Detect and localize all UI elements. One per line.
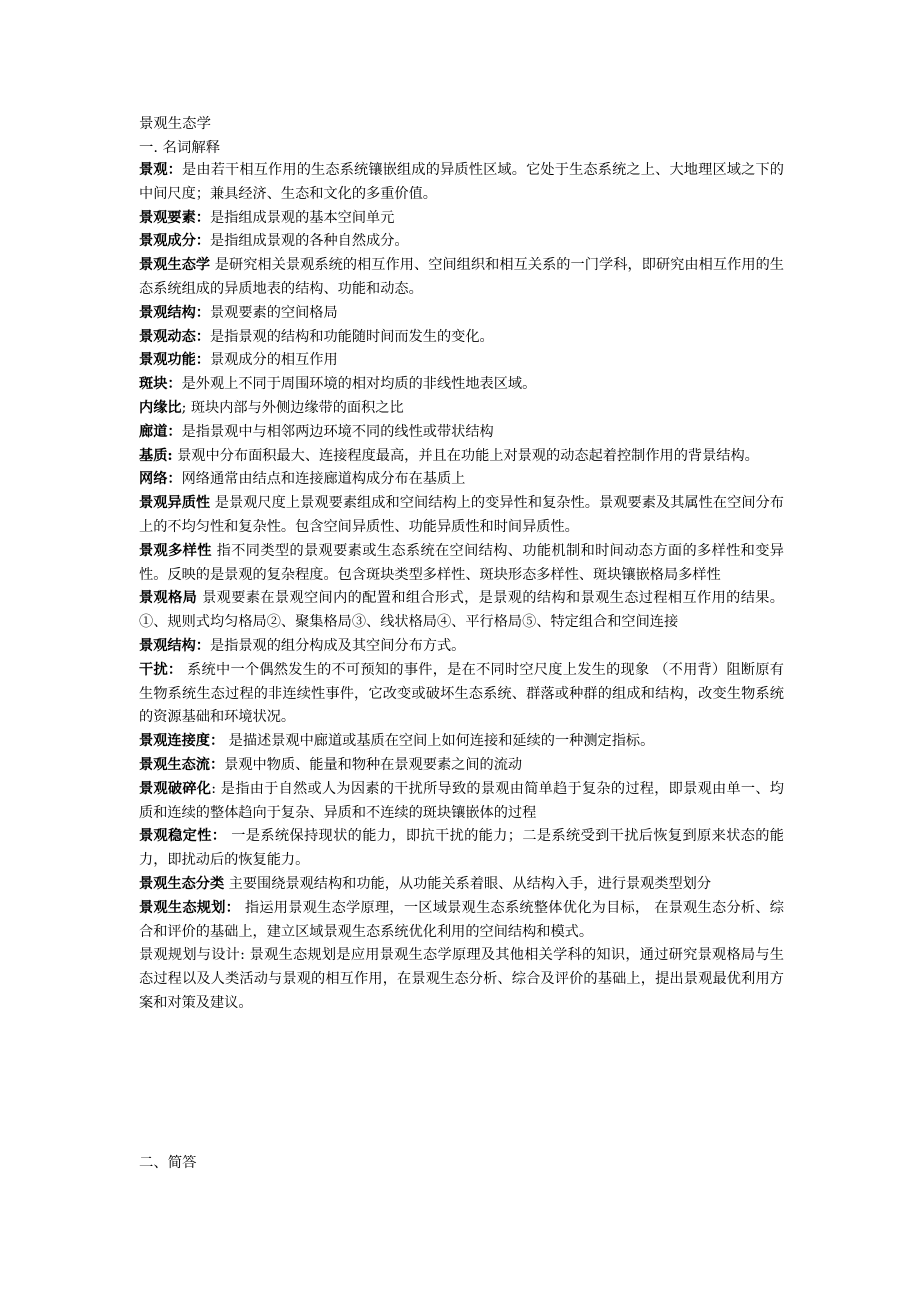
definition-entry — [139, 254, 784, 302]
definition-entry — [139, 445, 784, 469]
definition-text: 是外观上不同于周围环境的相对均质的非线性地表区域。 — [181, 376, 537, 393]
definition-term: 景观动态： — [139, 328, 210, 345]
definition-entry — [139, 873, 784, 897]
definition-text: 一是系统保持现状的能力，即抗干扰的能力；二是系统受到干扰后恢复到原来状态的能力，即扰动后的恢复能力。 — [139, 828, 784, 869]
definition-text: 是描述景观中廊道或基质在空间上如何连接和延续的一种测定指标。 — [224, 733, 655, 750]
definition-term: 网络： — [139, 471, 182, 488]
definition-entry — [139, 492, 784, 540]
definition-term: 景观结构： — [139, 637, 210, 654]
definition-text: 网络通常由结点和连接廊道构成分布在基质上 — [181, 471, 466, 488]
definition-text: 是指景观的组分构成及其空间分布方式。 — [209, 637, 466, 654]
definition-list — [139, 159, 784, 1016]
definition-term: 景观格局 — [139, 590, 198, 607]
definition-entry — [139, 349, 784, 373]
definition-text: 是由若干相互作用的生态系统镶嵌组成的异质性区域。它处于生态系统之上、大地理区域之下的中间尺度；兼具经济、生态和文化的多重价值。 — [139, 162, 784, 202]
definition-text: 是研究相关景观系统的相互作用、空间组织和相互关系的一门学科，即研究由相互作用的生态系统组成的异质地表的结构、功能和动态。 — [139, 257, 784, 297]
definition-term: 景观： — [139, 162, 183, 178]
definition-entry — [139, 397, 784, 421]
definition-entry — [139, 540, 784, 588]
definition-entry — [139, 302, 784, 326]
definition-text: 景观中物质、能量和物种在景观要素之间的流动 — [224, 756, 523, 773]
definition-text: : 是指由于自然或人为因素的干扰所导致的景观由简单趋于复杂的过程，即景观由单一、均质和连续的整体趋向于复杂、异质和不连续的斑块镶嵌体的过程 — [139, 780, 784, 821]
definition-term: 景观功能： — [139, 352, 210, 369]
definition-entry — [139, 373, 784, 397]
definition-entry — [139, 944, 784, 1015]
definition-term: 景观要素： — [139, 209, 210, 226]
definition-entry — [139, 778, 784, 826]
definition-entry — [139, 754, 784, 778]
definition-text: 系统中一个偶然发生的不可预知的事件，是在不同时空尺度上发生的现象 （不用背）阻断原有生物系统生态过程的非连续性事件，它改变或破坏生态系统、群落或种群的组成和结构，改变生物系统的资源基础和环境状况。 — [139, 661, 784, 726]
definition-entry — [139, 587, 784, 635]
definition-text: 指运用景观生态学原理，一区域景观生态系统整体优化为目标， 在景观生态分析、综合和评价的基础上，建立区域景观生态系统优化利用的空间结构和模式。 — [139, 899, 784, 940]
definition-term: 景观生态规划： — [139, 899, 241, 916]
definition-text: 是指组成景观的基本空间单元 — [209, 209, 395, 226]
definition-term: 景观结构： — [139, 304, 210, 321]
definition-entry — [139, 730, 784, 754]
document-title: 景观生态学 — [139, 116, 211, 132]
section-heading-short-answer: 二、简答 — [139, 1155, 197, 1171]
definition-text: 是指景观的结构和功能随时间而发生的变化。 — [209, 328, 494, 345]
definition-term: 景观生态学 — [139, 257, 211, 274]
definition-text: 景观规划与设计: 景观生态规划是应用景观生态学原理及其他相关学科的知识，通过研究景观格局与生态过程以及人类活动与景观的相互作用，在景观生态分析、综合及评价的基础上，提出景观最优利用方案和对策及建议。 — [139, 947, 784, 1011]
definition-entry — [139, 159, 784, 207]
definition-text: 主要围绕景观结构和功能，从功能关系着眼、从结构入手，进行景观类型划分 — [224, 875, 712, 892]
definition-text: 景观成分的相互作用 — [209, 352, 338, 369]
definition-term: 景观连接度： — [139, 733, 225, 750]
definition-entry — [139, 468, 784, 492]
definition-entry — [139, 421, 784, 445]
definition-text: 指不同类型的景观要素或生态系统在空间结构、功能机制和时间动态方面的多样性和变异性。反映的是景观的复杂程度。包含斑块类型多样性、斑块形态多样性、斑块镶嵌格局多样性 — [139, 542, 784, 583]
definition-term: 内缘比 — [139, 399, 182, 416]
definition-term: 景观多样性 — [139, 542, 212, 559]
definition-term: 景观破碎化 — [139, 780, 212, 797]
definition-entry — [139, 326, 784, 350]
definition-text: 景观要素在景观空间内的配置和组合形式，是景观的结构和景观生态过程相互作用的结果。①、规则式均匀格局②、聚集格局③、线状格局④、平行格局⑤、特定组合和空间连接 — [139, 590, 784, 631]
definition-entry — [139, 635, 784, 659]
definition-term: 景观异质性 — [139, 495, 211, 512]
definition-term: 景观生态分类 — [139, 875, 225, 892]
definition-entry — [139, 825, 784, 873]
definition-term: 景观稳定性： — [139, 828, 227, 845]
definition-text: 是景观尺度上景观要素组成和空间结构上的变异性和复杂性。景观要素及其属性在空间分布上的不均匀性和复杂性。包含空间异质性、功能异质性和时间异质性。 — [139, 495, 784, 535]
definition-entry — [139, 897, 784, 945]
definition-text: 是指景观中与相邻两边环境不同的线性或带状结构 — [181, 423, 494, 440]
definition-term: 干扰： — [139, 661, 183, 678]
definition-term: 景观生态流： — [139, 756, 225, 773]
definition-entry — [139, 230, 784, 254]
definition-text: 景观要素的空间格局 — [209, 304, 338, 321]
definition-entry — [139, 659, 784, 730]
definition-text: 是指组成景观的各种自然成分。 — [209, 233, 409, 250]
definition-text: 景观中分布面积最大、连接程度最高，并且在功能上对景观的动态起着控制作用的背景结构。 — [172, 447, 759, 464]
definition-term: 景观成分： — [139, 233, 210, 250]
section-heading-definitions: 一. 名词解释 — [139, 140, 221, 156]
definition-entry — [139, 207, 784, 231]
definition-term: 斑块： — [139, 376, 182, 393]
definition-text: ; 斑块内部与外侧边缘带的面积之比 — [181, 399, 404, 416]
definition-term: 基质: — [139, 447, 173, 464]
definition-term: 廊道： — [139, 423, 182, 440]
